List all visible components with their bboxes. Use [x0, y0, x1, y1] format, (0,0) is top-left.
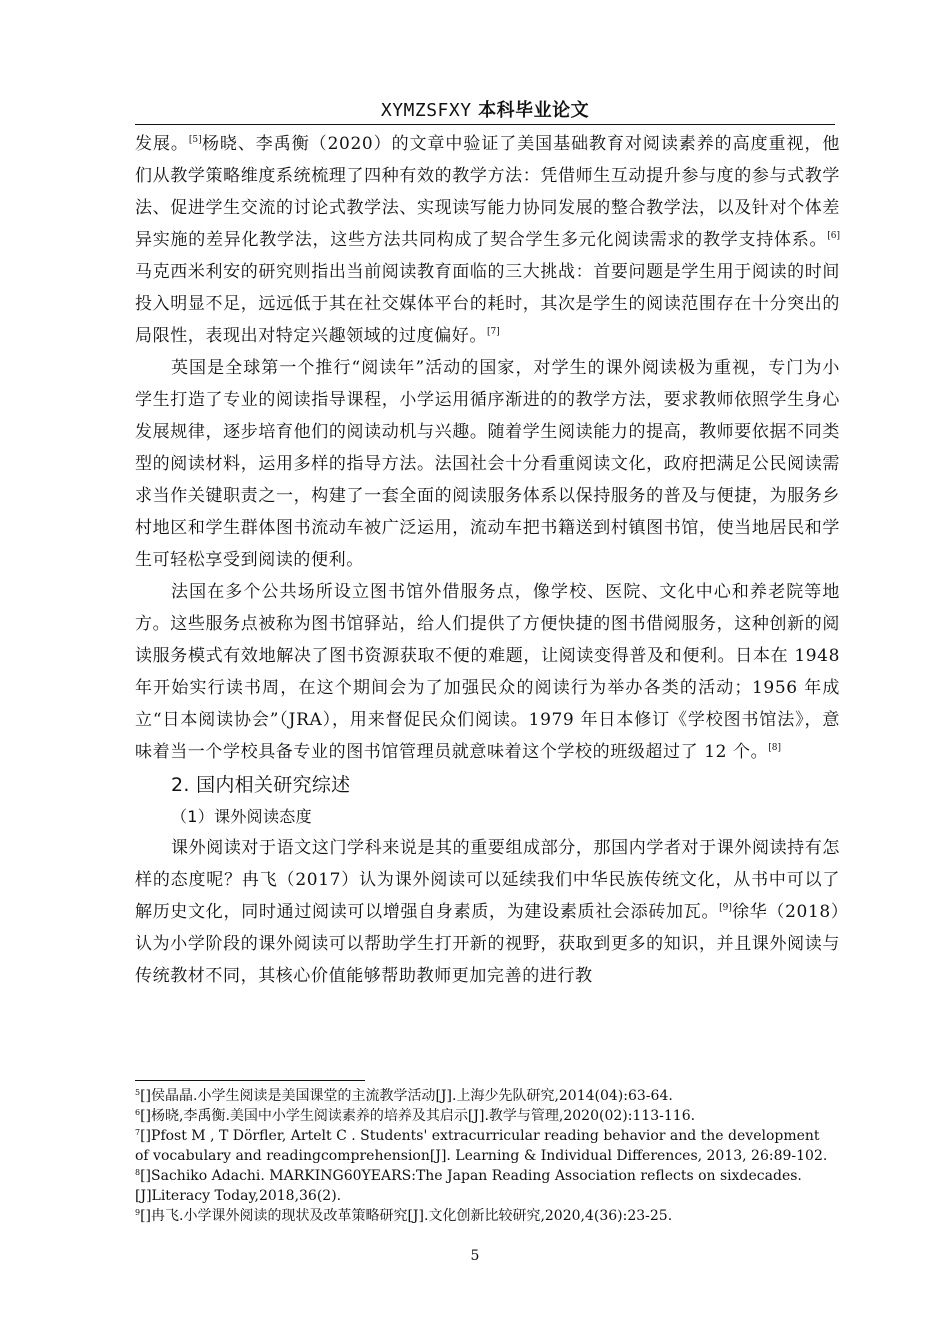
subsection-heading-reading-attitude: （1）课外阅读态度: [171, 807, 312, 826]
footnote-separator: [135, 1080, 365, 1081]
header-rule: [135, 124, 835, 125]
page-header: [135, 96, 835, 124]
citation-9: [9]: [719, 903, 732, 913]
page-number: 5: [470, 1248, 480, 1264]
section-heading-domestic-review: 2. 国内相关研究综述: [171, 774, 351, 796]
footnote-item: $^6$[]杨晓,李禹衡.美国中小学生阅读素养的培养及其启示[J].教学与管理,2020(02):113-116.: [135, 1108, 696, 1124]
paragraph-reading-attitude: 课外阅读对于语文这门学科来说是其的重要组成部分，那国内学者对于课外阅读持有怎样的态度呢？冉飞（2017）认为课外阅读可以延续我们中华民族传统文化，从书中可以了解历史文化，同时通过阅读可以增强自身素质，为建设素质社会添砖加瓦。[9]徐华（2018）认为小学阶段的课外阅读可以帮助学生打开新的视野，获取到更多的知识，并且课外阅读与传统教材不同，其核心价值能够帮助教师更加完善的进行教: [135, 838, 840, 986]
footnote-item: $^8$[]Sachiko Adachi. MARKING60YEARS:The Japan Reading Association reflects on sixdecades.[J]Literacy Today,2018,36(2).: [135, 1168, 802, 1204]
citation-6: [6]: [827, 231, 840, 241]
paragraph-france-japan: 法国在多个公共场所设立图书馆外借服务点，像学校、医院、文化中心和养老院等地方。这些服务点被称为图书馆驿站，给人们提供了方便快捷的图书借阅服务，这种创新的阅读服务模式有效地解决了图书资源获取不便的难题，让阅读变得普及和便利。日本在 1948 年开始实行读书周，在这个期间会为了加强民众的阅读行为举办各类的活动；1956 年成立“日本阅读协会”（JRA），用来督促民众们阅读。1979 年日本修订《学校图书馆法》，意味着当一个学校具备专业的图书馆管理员就意味着这个学校的班级超过了 12 个。[8]: [135, 582, 840, 762]
header-school-code: XYMZSFXY: [380, 100, 472, 121]
header-thesis-title: 本科毕业论文: [478, 100, 590, 121]
footnote-item: $^9$[]冉飞.小学课外阅读的现状及改革策略研究[J].文化创新比较研究,2020,4(36):23-25.: [135, 1208, 673, 1224]
paragraph-uk-france: 英国是全球第一个推行“阅读年”活动的国家，对学生的课外阅读极为重视，专门为小学生打造了专业的阅读指导课程，小学运用循序渐进的的教学方法，要求教师依照学生身心发展规律，逐步培育他们的阅读动机与兴趣。随着学生阅读能力的提高，教师要依据不同类型的阅读材料，运用多样的指导方法。法国社会十分看重阅读文化，政府把满足公民阅读需求当作关键职责之一，构建了一套全面的阅读服务体系以保持服务的普及与便捷，为服务乡村地区和学生群体图书流动车被广泛运用，流动车把书籍送到村镇图书馆，使当地居民和学生可轻松享受到阅读的便利。: [135, 358, 840, 570]
footnote-item: $^5$[]侯晶晶.小学生阅读是美国课堂的主流教学活动[J].上海少先队研究,2014(04):63-64.: [135, 1088, 673, 1104]
citation-7: [7]: [487, 327, 500, 337]
body-text: [135, 128, 840, 992]
footnote-item: $^7$[]Pfost M , T Dörfler, Artelt C . Students' extracurricular reading behavior and the development of vocabulary and readingcomprehension[J]. Learning & Individual Differences, 2013, 26:89-102.: [135, 1128, 828, 1164]
citation-5: [5]: [188, 135, 202, 145]
citation-8: [8]: [768, 743, 781, 753]
paragraph-us-reading: 发展。[5]杨晓、李禹衡（2020）的文章中验证了美国基础教育对阅读素养的高度重视，他们从教学策略维度系统梳理了四种有效的教学方法：凭借师生互动提升参与度的参与式教学法、促进学生交流的讨论式教学法、实现读写能力协同发展的整合教学法，以及针对个体差异实施的差异化教学法，这些方法共同构成了契合学生多元化阅读需求的教学支持体系。[6]马克西米利安的研究则指出当前阅读教育面临的三大挑战：首要问题是学生用于阅读的时间投入明显不足，远远低于其在社交媒体平台的耗时，其次是学生的阅读范围存在十分突出的局限性，表现出对特定兴趣领域的过度偏好。[7]: [135, 134, 840, 346]
footnotes: [135, 1086, 835, 1226]
